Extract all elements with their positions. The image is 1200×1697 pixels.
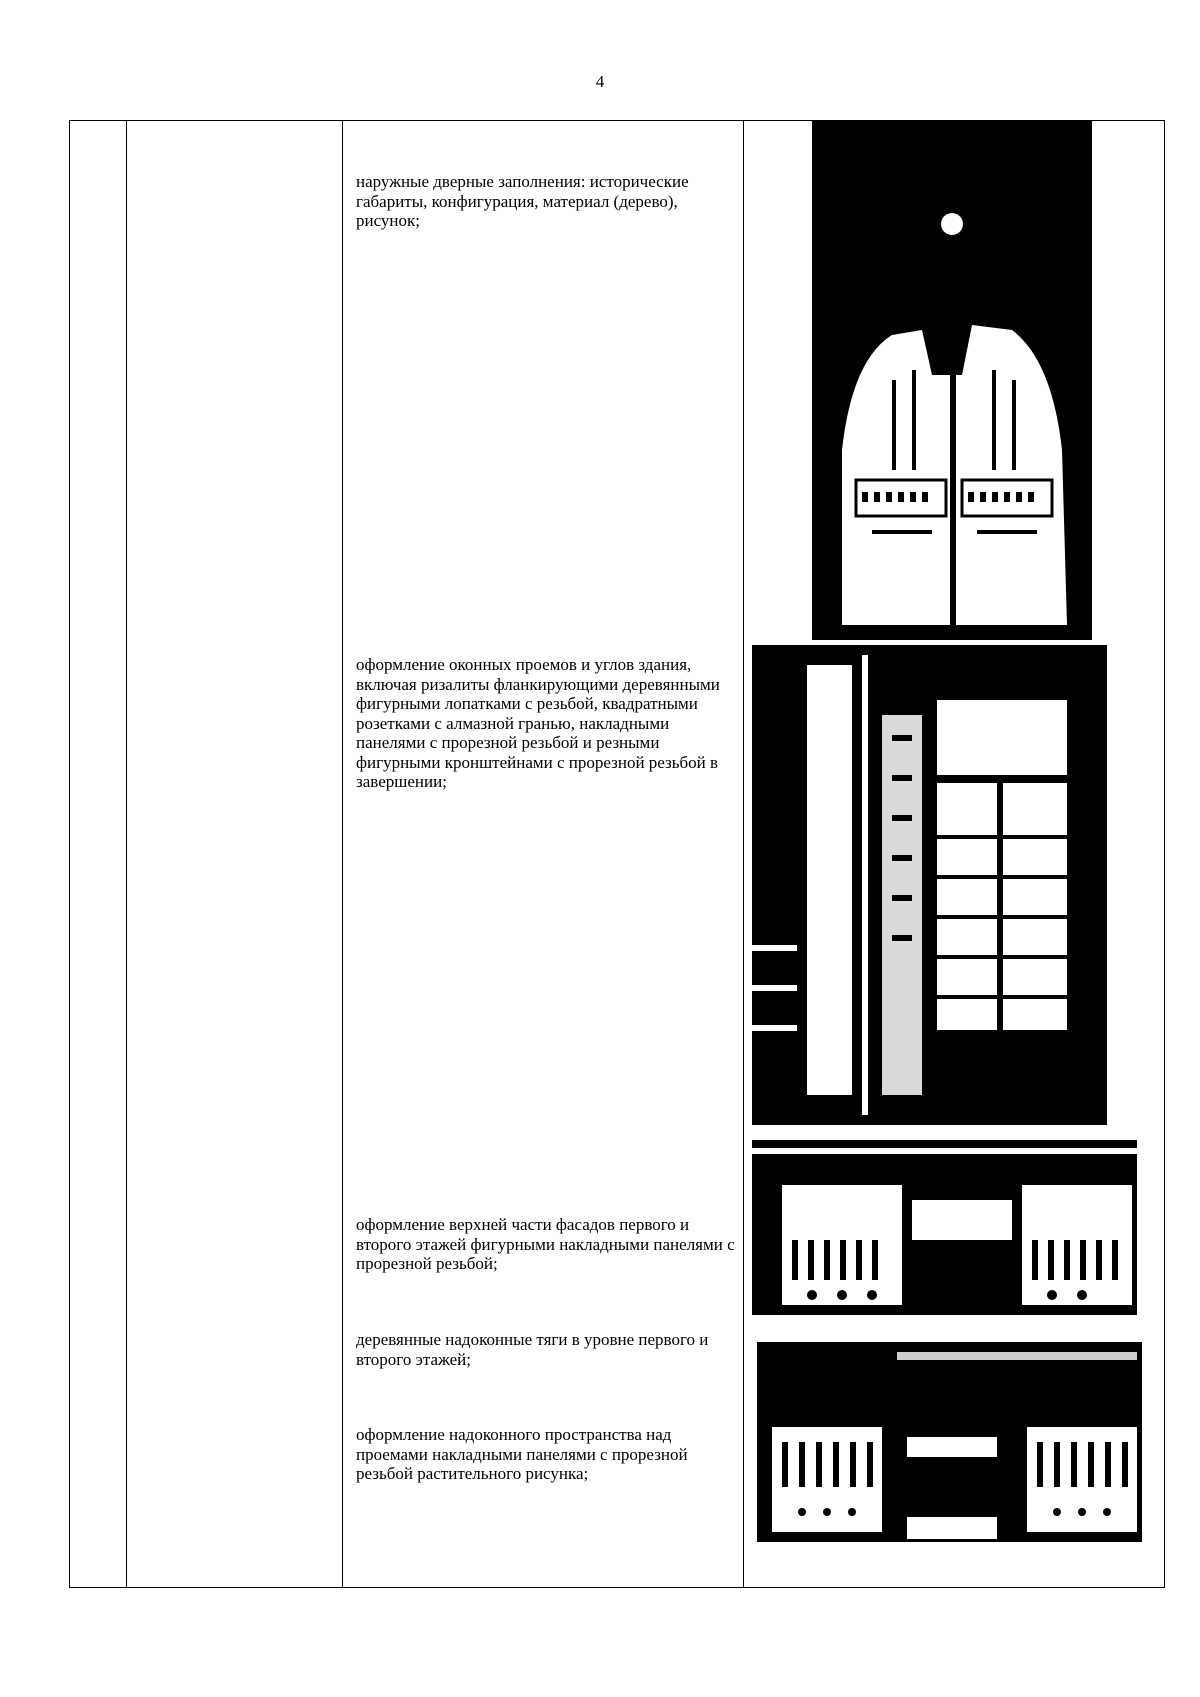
- window-corner-photo: [752, 645, 1107, 1125]
- text-upper-facade: оформление верхней части фасадов первого и второго этажей фигурными накладными панелями с прорезной резьбой;: [356, 1215, 735, 1273]
- window-head-panels-photo: [757, 1342, 1142, 1542]
- text-door-fillings: наружные дверные заполнения: исторические габариты, конфигурация, материал (дерево), рисунок;: [356, 172, 689, 230]
- text-window-openings: оформление оконных проемов и углов здания, включая ризалиты фланкирующими деревянными фигурными лопатками с резьбой, квадратными розетками с алмазной гранью, накладными панелями с прорезной резьбой и резными фигурными кронштейнами с прорезной резьбой в завершении;: [356, 655, 720, 791]
- column-divider-1: [126, 120, 127, 1588]
- upper-facade-photo: [752, 1140, 1137, 1315]
- column-divider-2: [342, 120, 343, 1588]
- column-divider-3: [743, 120, 744, 1588]
- text-window-rods: деревянные надоконные тяги в уровне первого и второго этажей;: [356, 1330, 709, 1369]
- door-photo: [812, 120, 1092, 640]
- page-number: 4: [595, 72, 605, 91]
- text-window-panels: оформление надоконного пространства над проемами накладными панелями с прорезной резьбой растительного рисунка;: [356, 1425, 688, 1483]
